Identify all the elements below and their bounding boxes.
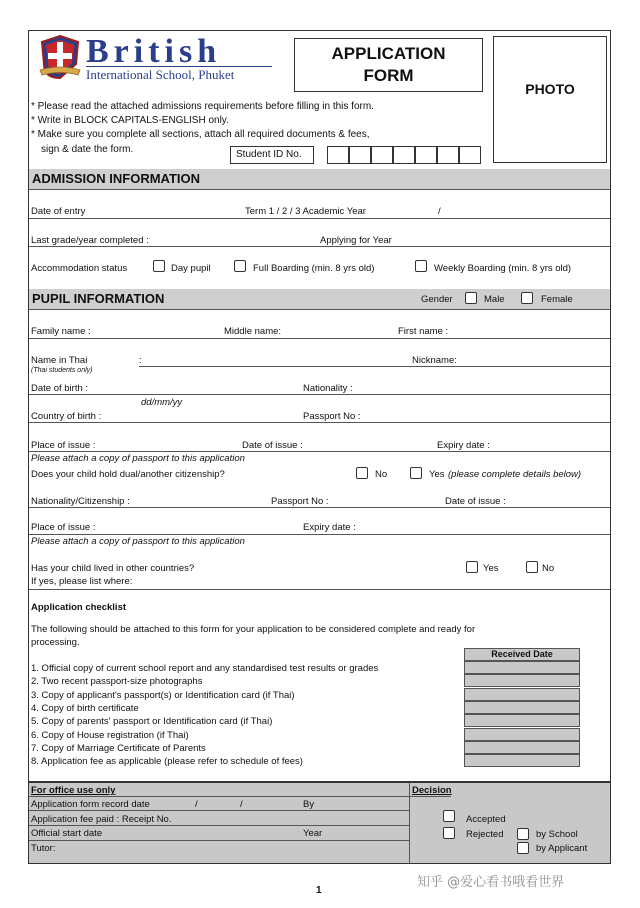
accommodation-label: Accommodation status <box>31 263 128 274</box>
full-boarding-checkbox[interactable] <box>234 260 246 272</box>
received-date-cell[interactable] <box>464 701 580 714</box>
date-of-entry-line[interactable] <box>29 218 610 219</box>
by-applicant-label: by Applicant <box>536 843 588 854</box>
attach-passport-note-2: Please attach a copy of passport to this application <box>31 536 245 547</box>
rejected-label: Rejected <box>466 829 504 840</box>
checklist-intro-2: processing. <box>31 637 80 648</box>
day-pupil-checkbox[interactable] <box>153 260 165 272</box>
dual-no-checkbox[interactable] <box>356 467 368 479</box>
received-date-cell[interactable] <box>464 754 580 767</box>
by-school-label: by School <box>536 829 578 840</box>
lived-no-checkbox[interactable] <box>526 561 538 573</box>
country-birth-label: Country of birth : <box>31 411 102 422</box>
checklist-item: 8. Application fee as applicable (please refer to schedule of fees) <box>31 756 303 767</box>
photo-label: PHOTO <box>525 81 575 97</box>
form-title-line2: FORM <box>363 66 414 85</box>
office-use-heading: For office use only <box>31 785 116 796</box>
nat-citizenship-label: Nationality/Citizenship : <box>31 496 130 507</box>
watermark: 知乎 @爱心看书哦看世界 <box>417 875 565 890</box>
dob-line[interactable] <box>29 394 610 395</box>
checklist-item: 2. Two recent passport-size photographs <box>31 676 203 687</box>
place-issue-2-label: Place of issue : <box>31 522 96 533</box>
received-date-cell[interactable] <box>464 714 580 727</box>
lived-abroad-question: Has your child lived in other countries? <box>31 563 195 574</box>
record-date-slash-1: / <box>195 799 198 810</box>
middle-name-label: Middle name: <box>224 326 282 337</box>
checklist-item: 6. Copy of House registration (if Thai) <box>31 730 189 741</box>
school-subtitle: International School, Phuket <box>86 67 235 82</box>
record-date-slash-2: / <box>240 799 243 810</box>
male-label: Male <box>484 294 505 305</box>
instruction-2: * Write in BLOCK CAPITALS-ENGLISH only. <box>31 115 229 126</box>
checklist-item: 3. Copy of applicant's passport(s) or Identification card (if Thai) <box>31 690 295 701</box>
passport-no-label: Passport No : <box>303 411 361 422</box>
day-pupil-label: Day pupil <box>171 263 211 274</box>
nat-citizenship-line[interactable] <box>29 507 610 508</box>
checklist-item: 5. Copy of parents' passport or Identification card (if Thai) <box>31 716 273 727</box>
dob-format: dd/mm/yy <box>141 397 183 408</box>
by-school-checkbox[interactable] <box>517 828 529 840</box>
full-boarding-label: Full Boarding (min. 8 yrs old) <box>253 263 375 274</box>
lived-yes-label: Yes <box>483 563 499 574</box>
dual-yes-checkbox[interactable] <box>410 467 422 479</box>
photo-box <box>493 36 607 163</box>
thai-only-note: (Thai students only) <box>31 367 93 374</box>
instruction-4: sign & date the form. <box>41 144 134 155</box>
expiry-label: Expiry date : <box>437 440 490 451</box>
checklist-intro-1: The following should be attached to this form for your application to be considered complete and ready for <box>31 624 476 635</box>
place-issue-label: Place of issue : <box>31 440 96 451</box>
student-id-cell[interactable] <box>415 146 437 164</box>
academic-year-slash: / <box>438 206 441 217</box>
start-date-label: Official start date <box>31 828 103 839</box>
name-thai-colon: : <box>139 355 142 366</box>
country-birth-line[interactable] <box>29 422 610 423</box>
form-title-line1: APPLICATION <box>331 44 446 63</box>
checklist-item: 7. Copy of Marriage Certificate of Parents <box>31 743 206 754</box>
admission-section-header <box>29 169 610 189</box>
student-id-cell[interactable] <box>437 146 459 164</box>
date-issue-2-label: Date of issue : <box>445 496 506 507</box>
names-line[interactable] <box>29 338 610 339</box>
student-id-cell[interactable] <box>327 146 349 164</box>
received-date-cell[interactable] <box>464 728 580 741</box>
place-issue-line[interactable] <box>29 451 610 452</box>
male-checkbox[interactable] <box>465 292 477 304</box>
date-of-entry-label: Date of entry <box>31 206 86 217</box>
weekly-boarding-checkbox[interactable] <box>415 260 427 272</box>
accepted-checkbox[interactable] <box>443 810 455 822</box>
received-date-header <box>464 648 580 661</box>
received-date-cell[interactable] <box>464 674 580 687</box>
name-thai-label: Name in Thai <box>31 355 88 366</box>
weekly-boarding-label: Weekly Boarding (min. 8 yrs old) <box>434 263 572 274</box>
received-date-cell[interactable] <box>464 688 580 701</box>
dual-yes-note: (please complete details below) <box>448 469 582 480</box>
lived-abroad-list-label: If yes, please list where: <box>31 576 133 587</box>
student-id-cell[interactable] <box>349 146 371 164</box>
page-number: 1 <box>316 885 322 896</box>
by-applicant-checkbox[interactable] <box>517 842 529 854</box>
student-id-label: Student ID No. <box>236 149 302 160</box>
start-year-label: Year <box>303 828 323 839</box>
tutor-label: Tutor: <box>31 843 56 854</box>
gender-label: Gender <box>421 294 453 305</box>
checklist-item: 4. Copy of birth certificate <box>31 703 139 714</box>
school-name: British <box>86 33 222 70</box>
term-label: Term 1 / 2 / 3 Academic Year <box>245 206 366 217</box>
received-date-cell[interactable] <box>464 661 580 674</box>
last-grade-line[interactable] <box>29 246 610 247</box>
female-label: Female <box>541 294 573 305</box>
record-by-label: By <box>303 799 315 810</box>
pupil-heading: PUPIL INFORMATION <box>32 291 165 306</box>
checklist-item: 1. Official copy of current school report and any standardised test results or grades <box>31 663 379 674</box>
school-crest-icon <box>38 34 82 80</box>
female-checkbox[interactable] <box>521 292 533 304</box>
dual-no-label: No <box>375 469 388 480</box>
last-grade-label: Last grade/year completed : <box>31 235 149 246</box>
fee-paid-label: Application fee paid : Receipt No. <box>31 814 172 825</box>
accepted-label: Accepted <box>466 814 506 825</box>
nickname-label: Nickname: <box>412 355 457 366</box>
dual-yes-label: Yes <box>429 469 445 480</box>
applying-for-label: Applying for Year <box>320 235 392 246</box>
dob-label: Date of birth : <box>31 383 89 394</box>
dual-citizenship-question: Does your child hold dual/another citizenship? <box>31 469 225 480</box>
instruction-3: * Make sure you complete all sections, attach all required documents & fees, <box>31 129 370 140</box>
place-issue-2-line[interactable] <box>29 534 610 535</box>
checklist-heading: Application checklist <box>31 602 127 613</box>
received-date-label: Received Date <box>491 649 553 659</box>
lived-no-label: No <box>542 563 555 574</box>
first-name-label: First name : <box>398 326 449 337</box>
lived-yes-checkbox[interactable] <box>466 561 478 573</box>
student-id-cell[interactable] <box>459 146 481 164</box>
rejected-checkbox[interactable] <box>443 827 455 839</box>
attach-passport-note: Please attach a copy of passport to this application <box>31 453 245 464</box>
decision-heading: Decision <box>412 785 452 796</box>
admission-heading: ADMISSION INFORMATION <box>32 171 201 186</box>
student-id-cell[interactable] <box>393 146 415 164</box>
date-issue-label: Date of issue : <box>242 440 303 451</box>
family-name-label: Family name : <box>31 326 91 337</box>
record-date-label: Application form record date <box>31 799 150 810</box>
name-thai-line[interactable] <box>139 366 610 367</box>
nationality-label: Nationality : <box>303 383 353 394</box>
student-id-cell[interactable] <box>371 146 393 164</box>
received-date-cell[interactable] <box>464 741 580 754</box>
instruction-1: * Please read the attached admissions requirements before filling in this form. <box>31 101 374 112</box>
passport-no-2-label: Passport No : <box>271 496 329 507</box>
expiry-2-label: Expiry date : <box>303 522 356 533</box>
